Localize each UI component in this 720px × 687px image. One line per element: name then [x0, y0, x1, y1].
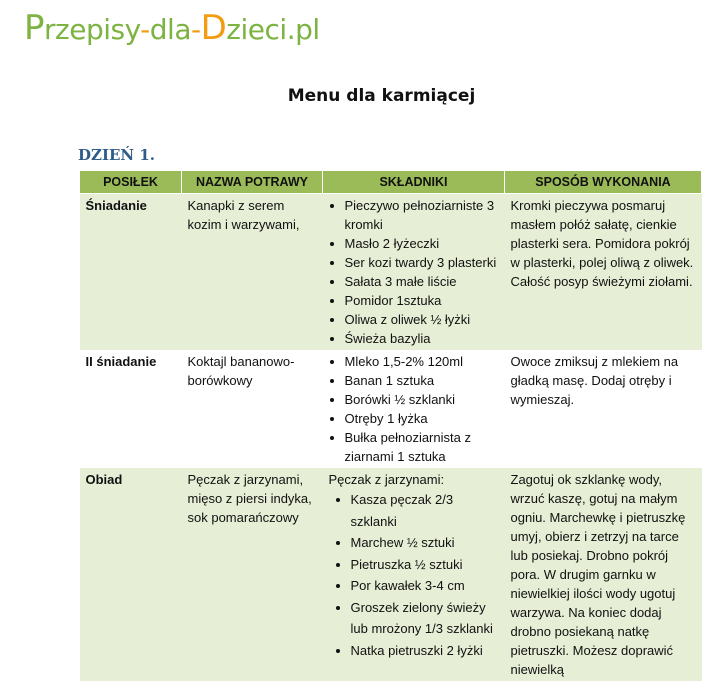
table-header-row: [80, 171, 702, 194]
list-item: • Por kawałek 3-4 cm: [351, 575, 499, 597]
method-cell: Zagotuj ok szklankę wody, wrzuć kaszę, gotuj na małym ogniu. Marchewkę i pietruszkę umyj, obierz i zetrzyj na tarce lub posiekaj. Drobno pokrój pora. W drugim garnku w niewielkiej ilości wody ugotuj warzywa. Na koniec dodaj drobno posiekaną natkę pietruszki. Możesz doprawić niewielką: [505, 468, 702, 681]
list-item: • Natka pietruszki 2 łyżki: [351, 640, 499, 662]
meal-cell: II śniadanie: [80, 350, 182, 468]
table-row: [80, 350, 702, 468]
meal-cell: Obiad: [80, 468, 182, 681]
list-item: • Pomidor 1sztuka: [345, 291, 499, 310]
logo-letter-p: P: [24, 8, 45, 48]
site-logo[interactable]: [24, 8, 320, 48]
ingredients-list: [329, 489, 499, 661]
day-heading: DZIEŃ 1.: [78, 146, 155, 164]
logo-letter-d: D: [200, 8, 227, 48]
list-item: • Otręby 1 łyżka: [345, 409, 499, 428]
dish-cell: Pęczak z jarzynami, mięso z piersi indyka, sok pomarańczowy: [182, 468, 323, 681]
list-item: • Pieczywo pełnoziarniste 3 kromki: [345, 196, 499, 234]
table-row: [80, 194, 702, 351]
list-item: • Sałata 3 małe liście: [345, 272, 499, 291]
list-item: • Kasza pęczak 2/3 szklanki: [351, 489, 499, 532]
ingredients-list: [329, 352, 499, 466]
header-ingredients: SKŁADNIKI: [323, 171, 505, 194]
logo-dash-2: -: [191, 13, 201, 46]
header-meal: POSIŁEK: [80, 171, 182, 194]
list-item: • Oliwa z oliwek ½ łyżki: [345, 310, 499, 329]
method-cell: Kromki pieczywa posmaruj masłem połóż sałatę, cienkie plasterki sera. Pomidora pokrój w plasterki, polej oliwą z oliwek. Całość posyp świeżymi ziołami.: [505, 194, 702, 351]
ingredients-list: [329, 196, 499, 348]
table-row: [80, 468, 702, 681]
logo-dash-1: -: [140, 13, 150, 46]
logo-text-zieci: zieci: [226, 13, 287, 46]
ingredients-cell: [323, 194, 505, 351]
list-item: • Bułka pełnoziarnista z ziarnami 1 sztuka: [345, 428, 499, 466]
logo-text-dla: dla: [149, 13, 191, 46]
list-item: • Masło 2 łyżeczki: [345, 234, 499, 253]
header-method: SPOSÓB WYKONANIA: [505, 171, 702, 194]
dish-cell: Kanapki z serem kozim i warzywami,: [182, 194, 323, 351]
page-title: Menu dla karmiącej: [287, 86, 476, 106]
menu-table: [79, 170, 702, 681]
logo-text-rzepisy: rzepisy: [44, 13, 141, 46]
list-item: • Mleko 1,5-2% 120ml: [345, 352, 499, 371]
dish-cell: Koktajl bananowo-borówkowy: [182, 350, 323, 468]
ingredients-cell: [323, 468, 505, 681]
logo-text-pl: .pl: [286, 13, 320, 46]
ingredients-cell: [323, 350, 505, 468]
list-item: • Pietruszka ½ sztuki: [351, 554, 499, 576]
method-cell: Owoce zmiksuj z mlekiem na gładką masę. Dodaj otręby i wymieszaj.: [505, 350, 702, 468]
list-item: • Świeża bazylia: [345, 329, 499, 348]
list-item: • Ser kozi twardy 3 plasterki: [345, 253, 499, 272]
list-item: • Groszek zielony świeży lub mrożony 1/3 szklanki: [351, 597, 499, 640]
header-dish: NAZWA POTRAWY: [182, 171, 323, 194]
meal-cell: Śniadanie: [80, 194, 182, 351]
list-item: • Marchew ½ sztuki: [351, 532, 499, 554]
ingredients-lead: Pęczak z jarzynami:: [328, 472, 445, 487]
list-item: • Banan 1 sztuka: [345, 371, 499, 390]
list-item: • Borówki ½ szklanki: [345, 390, 499, 409]
